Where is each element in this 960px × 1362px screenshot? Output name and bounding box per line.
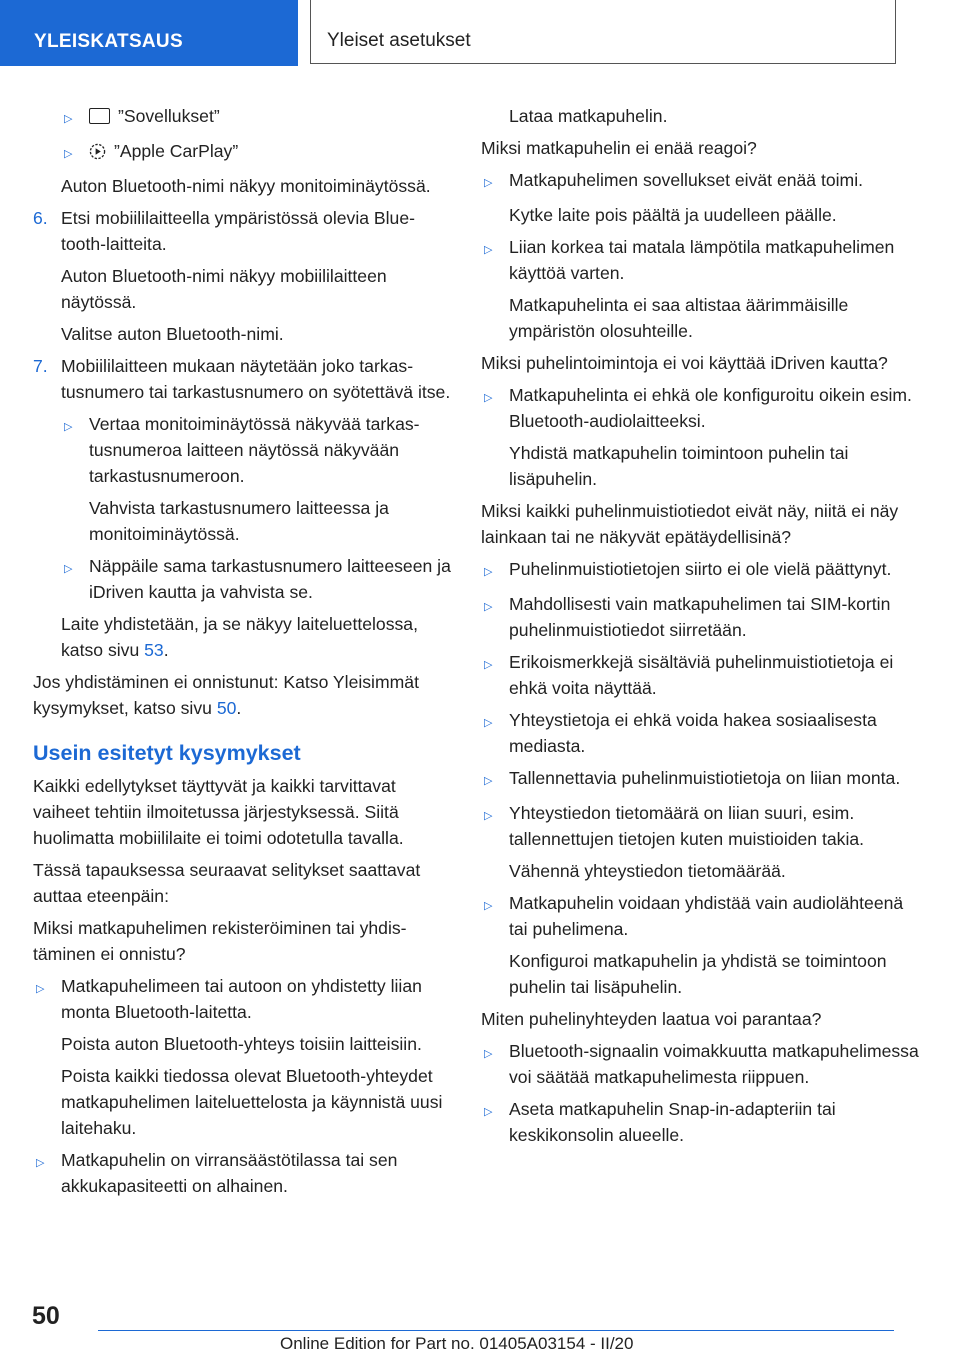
question: Miksi matkapuhelimen rekisteröiminen tai yhdistäminen ei onnistu? bbox=[33, 918, 407, 964]
section-tab[interactable]: YLEISKATSAUS bbox=[0, 0, 298, 66]
footer-edition: Online Edition for Part no. 01405A03154 - II/20 bbox=[280, 1334, 634, 1353]
bullet-triangle-icon: ▷ bbox=[484, 177, 493, 189]
step-number: 7. bbox=[33, 356, 48, 376]
bullet-triangle-icon: ▷ bbox=[64, 148, 73, 160]
bullet-triangle-icon: ▷ bbox=[484, 566, 493, 578]
footer-divider bbox=[98, 1330, 894, 1331]
paragraph: Tässä tapauksessa seuraavat selitykset saattavat auttaa eteenpäin: bbox=[33, 860, 421, 906]
carplay-icon bbox=[89, 143, 106, 160]
list-item: ▷ Matkapuhelin voidaan yhdistää vain audiolähteenä tai puhelimena. bbox=[481, 890, 921, 942]
paragraph: Kytke laite pois päältä ja uudelleen päälle. bbox=[509, 205, 837, 225]
list-item: ▷ ”Sovellukset” bbox=[33, 103, 453, 132]
step-7: 7. Mobiililaitteen mukaan näytetään joko tarkastusnumero tai tarkastusnumero on syötettävä itse. bbox=[33, 353, 453, 405]
list-item: ▷ Vertaa monitoiminäytössä näkyvää tarkastusnumeroa laitteen näytössä näkyvään tarkastusnumeroon. bbox=[33, 411, 453, 489]
bullet-triangle-icon: ▷ bbox=[484, 601, 493, 613]
list-item: ▷ Puhelinmuistiotietojen siirto ei ole vielä päättynyt. bbox=[481, 556, 921, 585]
list-item: ▷ Liian korkea tai matala lämpötila matkapuhelimen käyttöä varten. bbox=[481, 234, 921, 286]
question: Miten puhelinyhteyden laatua voi parantaa? bbox=[481, 1009, 822, 1029]
bullet-triangle-icon: ▷ bbox=[484, 659, 493, 671]
list-item: ▷ Tallennettavia puhelinmuistiotietoja on liian monta. bbox=[481, 765, 921, 794]
paragraph: Yhdistä matkapuhelin toimintoon puhelin tai lisäpuhelin. bbox=[509, 443, 849, 489]
list-item: ▷ Bluetooth-signaalin voimakkuutta matkapuhelimessa voi säätää matkapuhelimesta riippuen. bbox=[481, 1038, 921, 1090]
list-item: ▷ Matkapuhelimen sovellukset eivät enää toimi. bbox=[481, 167, 921, 196]
paragraph: Lataa matkapuhelin. bbox=[509, 106, 668, 126]
bullet-triangle-icon: ▷ bbox=[484, 1048, 493, 1060]
paragraph: Auton Bluetooth-nimi näkyy mobiililaitteen näytössä. bbox=[61, 266, 387, 312]
list-item: ▷ Erikoismerkkejä sisältäviä puhelinmuistiotietoja ei ehkä voita näyttää. bbox=[481, 649, 921, 701]
step-number: 6. bbox=[33, 208, 48, 228]
bullet-triangle-icon: ▷ bbox=[36, 1157, 45, 1169]
question: Miksi kaikki puhelinmuistiotiedot eivät näy, niitä ei näy lainkaan tai ne näkyvät epätäydellisinä? bbox=[481, 501, 899, 547]
bullet-triangle-icon: ▷ bbox=[484, 244, 493, 256]
page-link-50[interactable]: 50 bbox=[216, 698, 237, 718]
bullet-triangle-icon: ▷ bbox=[64, 113, 73, 125]
list-item: ▷ Mahdollisesti vain matkapuhelimen tai SIM-kortin puhelinmuistiotiedot siirretään. bbox=[481, 591, 921, 643]
paragraph: Kaikki edellytykset täyttyvät ja kaikki tarvittavat vaiheet tehtiin ilmoitetussa järjestyksessä. Siitä huolimatta mobiililaite ei toimi odotetulla tavalla. bbox=[33, 776, 404, 848]
list-item: ▷ Aseta matkapuhelin Snap-in-adapteriin tai keskikonsolin alueelle. bbox=[481, 1096, 921, 1148]
bullet-triangle-icon: ▷ bbox=[484, 1106, 493, 1118]
right-column bbox=[481, 103, 921, 1154]
left-column bbox=[33, 103, 453, 1205]
page-number: 50 bbox=[32, 1302, 60, 1330]
list-item: ▷ Matkapuhelimeen tai autoon on yhdistetty liian monta Bluetooth-laitetta. bbox=[33, 973, 453, 1025]
bullet-triangle-icon: ▷ bbox=[64, 563, 73, 575]
paragraph: Jos yhdistäminen ei onnistunut: Katso Yleisimmät kysymykset, katso sivu 50. bbox=[33, 672, 419, 718]
paragraph: Vähennä yhteystiedon tietomäärää. bbox=[509, 861, 786, 881]
bullet-triangle-icon: ▷ bbox=[64, 421, 73, 433]
bullet-triangle-icon: ▷ bbox=[36, 983, 45, 995]
page-link-53[interactable]: 53 bbox=[144, 640, 164, 660]
paragraph: Vahvista tarkastusnumero laitteessa ja monitoiminäytössä. bbox=[89, 498, 389, 544]
bullet-triangle-icon: ▷ bbox=[484, 900, 493, 912]
list-item: ▷ Yhteystietoja ei ehkä voida hakea sosiaalisesta mediasta. bbox=[481, 707, 921, 759]
question: Miksi matkapuhelin ei enää reagoi? bbox=[481, 138, 757, 158]
list-item: ▷ Näppäile sama tarkastusnumero laitteeseen ja iDriven kautta ja vahvista se. bbox=[33, 553, 453, 605]
bullet-triangle-icon: ▷ bbox=[484, 810, 493, 822]
bullet-triangle-icon: ▷ bbox=[484, 775, 493, 787]
step-6: 6. Etsi mobiililaitteella ympäristössä olevia Bluetooth-laitteita. bbox=[33, 205, 453, 257]
list-item: ▷ Yhteystiedon tietomäärä on liian suuri, esim. tallennettujen tietojen kuten muistioiden takia. bbox=[481, 800, 921, 852]
list-item: ▷ ”Apple CarPlay” bbox=[33, 138, 453, 167]
paragraph: Laite yhdistetään, ja se näkyy laiteluettelossa, katso sivu 53. bbox=[61, 614, 418, 660]
paragraph: Valitse auton Bluetooth-nimi. bbox=[61, 324, 284, 344]
chapter-title: Yleiset asetukset bbox=[310, 0, 896, 64]
paragraph: Matkapuhelinta ei saa altistaa äärimmäisille ympäristön olosuhteille. bbox=[509, 295, 849, 341]
bullet-triangle-icon: ▷ bbox=[484, 717, 493, 729]
paragraph: Konfiguroi matkapuhelin ja yhdistä se toimintoon puhelin tai lisäpuhelin. bbox=[509, 951, 887, 997]
list-item: ▷ Matkapuhelin on virransäästötilassa tai sen akkukapasiteetti on alhainen. bbox=[33, 1147, 453, 1199]
page-header bbox=[0, 0, 960, 66]
section-heading: Usein esitetyt kysymykset bbox=[33, 741, 301, 765]
apps-icon bbox=[89, 108, 110, 124]
question: Miksi puhelintoimintoja ei voi käyttää iDriven kautta? bbox=[481, 353, 888, 373]
paragraph: Poista kaikki tiedossa olevat Bluetooth-yhteydet matkapuhelimen laiteluettelosta ja käynnistä uusi laitehaku. bbox=[61, 1066, 443, 1138]
bullet-triangle-icon: ▷ bbox=[484, 392, 493, 404]
paragraph: Poista auton Bluetooth-yhteys toisiin laitteisiin. bbox=[61, 1034, 422, 1054]
paragraph: Auton Bluetooth-nimi näkyy monitoiminäytössä. bbox=[61, 176, 431, 196]
list-item: ▷ Matkapuhelinta ei ehkä ole konfiguroitu oikein esim. Bluetooth-audiolaitteeksi. bbox=[481, 382, 921, 434]
